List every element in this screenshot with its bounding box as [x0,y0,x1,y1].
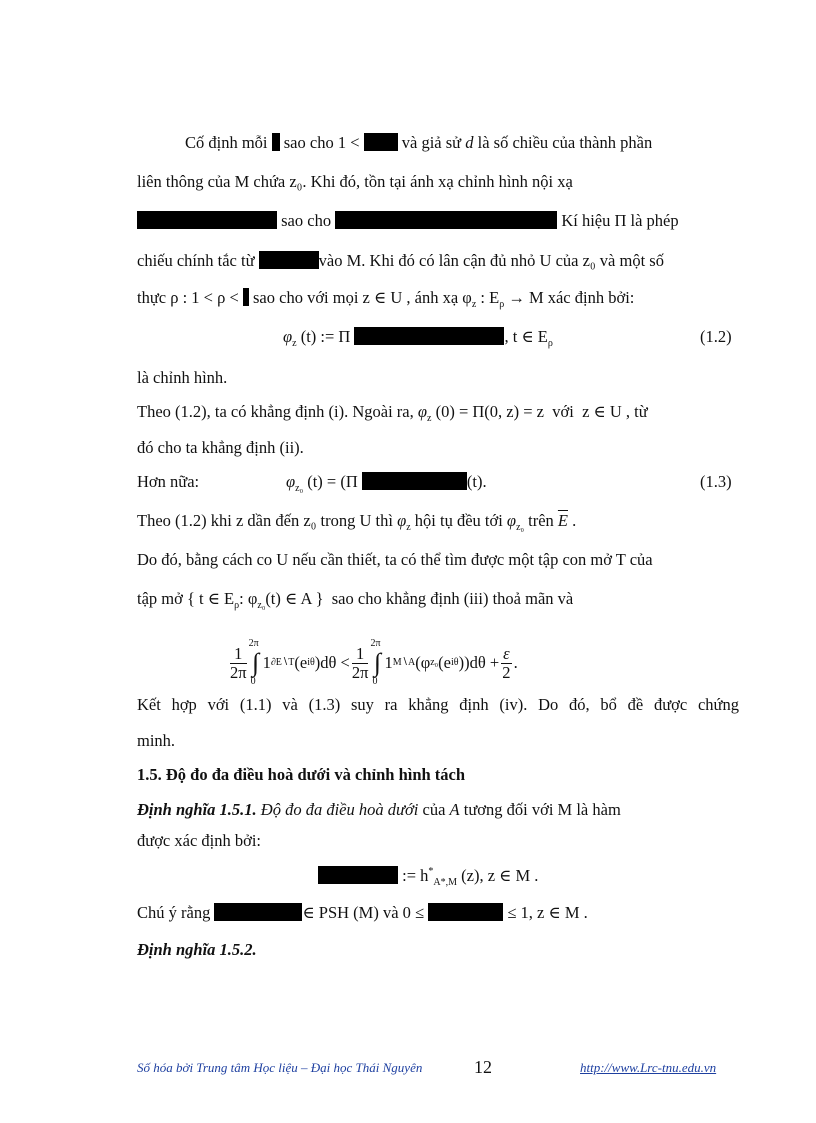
definition-1-5-1: Định nghĩa 1.5.1. Độ đo đa điều hoà dưới của A tương đối với M là hàm [137,800,621,819]
equation-part: , t ∈ E [504,327,548,346]
equation-part: (0) = Π(0, z) = z [435,402,544,421]
redacted-formula [318,866,398,884]
paragraph1-line5: thực ρ : 1 < ρ < sao cho với mọi z ∈ U , ánh xạ $\varphi_z$ : $E_\rho \to M$ xác định bởi: [137,288,635,310]
text-fragment: → M xác định bởi: [508,288,635,307]
definition-line2: được xác định bởi: [137,831,261,850]
text-fragment: Theo (1.2), ta có khẳng định (i). Ngoài ra, [137,402,414,421]
theo-line: Theo (1.2), ta có khẳng định (i). Ngoài ra, $\varphi_z$ (0) = Π(0, z) = z với z ∈ U , từ [137,402,648,424]
do-do-line2: tập mở { t ∈ $E_\rho$: $\varphi_{z_0}(t)$ ∈ A } sao cho khẳng định (iii) thoả mãn và [137,589,574,611]
text-fragment: thực ρ : 1 < ρ < [137,288,239,307]
fraction: $\frac{1}{2\pi}$ [351,643,369,682]
redacted-formula [364,133,398,151]
text-fragment: là số chiều của thành phần [477,133,653,152]
fraction: $\frac{1}{2\pi}$ [230,643,247,682]
equation-part: (t) = (Π [307,472,358,491]
ket-hop-line2: minh. [137,731,176,750]
set-expression: : φ [239,589,258,608]
theo-line-2: Theo (1.2) khi z dần đến z₀ trong U thì $\varphi_z$ hội tụ đều tới $\varphi_{z_0}$ trên $\overline{E}$ . [137,511,577,533]
phi-symbol: φ [283,327,293,346]
text-fragment: sao cho với mọi z ∈ U , ánh xạ φ [253,288,472,307]
paragraph1-line4 [137,251,664,271]
set-expression: (t) ∈ A } [265,589,324,608]
note-line: Chú ý rằng ∈ PSH (M) và 0 ≤ ≤ 1, z ∈ M . [137,903,588,922]
footer-link[interactable]: http://www.Lrc-tnu.edu.vn [580,1060,717,1075]
text-line: liên thông của M chứa z₀. Khi đó, tồn tại ánh xạ chỉnh hình nội xạ [137,172,573,191]
text-line-ii: đó cho ta khẳng định (ii). [137,438,304,457]
equation-relative-measure: := $h^*_{A*,M}$ (z), z ∈ M . [318,862,538,893]
text-fragment: sao cho khẳng định (iii) thoả mãn và [331,589,574,608]
redacted-formula [214,903,302,921]
equation-1-3-label: Hơn nữa: [137,472,200,491]
paragraph1-line1 [185,133,652,153]
redacted-formula [335,211,557,229]
set-expression: { t ∈ E [186,589,235,608]
text-fragment: vào M. Khi đó có lân cận đủ nhỏ U của z₀ và một số [318,251,664,270]
text-fragment: : E [480,288,500,307]
integral-sign: 2π ∫ 0 [370,638,382,687]
text-fragment: với [552,402,574,421]
equation-number-1-3: (1.3) [700,472,732,491]
integral-sign: 2π ∫ 0 [248,638,260,687]
equation-1-2: $\varphi_z$ (t) := Π , t ∈ $E_\rho$ [283,327,553,349]
redacted-formula [354,327,504,345]
redacted-formula [259,251,319,269]
paragraph1-line2 [137,172,739,192]
text-fragment: chiếu chính tắc từ [137,251,255,270]
text-fragment: hội tụ đều tới [414,511,503,530]
paragraph1-line3 [137,211,679,231]
text-fragment: Kí hiệu Π là phép [561,211,679,230]
redacted-formula [243,288,249,306]
text-fragment: Theo (1.2) khi z dần đến z₀ trong U thì [137,511,393,530]
page-number: 12 [474,1057,492,1077]
text-fragment: z ∈ U , từ [582,402,648,421]
section-heading: 1.5. Độ đo đa điều hoà dưới và chỉnh hình tách [137,765,466,784]
text-fragment: sao cho [281,211,332,230]
text-fragment: và giả sử [401,133,462,152]
equation-1-3: $\varphi_{z_0}$ (t) = (Π (t). [286,472,487,494]
definition-label: Định nghĩa 1.5.1. [137,800,257,819]
text-fragment: sao cho 1 < [283,133,360,152]
redacted-formula [362,472,467,490]
indicator: 1 [262,653,271,672]
text-line-chinh-hinh: là chỉnh hình. [137,368,228,387]
phi-symbol: φ [286,472,296,491]
variable-d: d [465,133,474,152]
equation-part: (t). [466,472,487,491]
fraction: $\frac{\varepsilon}{2}$ [502,643,511,682]
indicator: 1 [384,653,393,672]
footer-source: Số hóa bởi Trung tâm Học liệu – Đại học Thái Nguyên [137,1060,423,1075]
ket-hop-line1: Kết hợp với (1.1) và (1.3) suy ra khẳng định (iv). Do đó, bổ đề được chứng [137,695,739,714]
equation-part: (t) := Π [300,327,351,346]
redacted-formula [137,211,277,229]
definition-term: Độ đo đa điều hoà dưới [260,800,419,819]
text-fragment: Cố định mỗi [185,133,268,152]
redacted-formula [428,903,503,921]
definition-1-5-2: Định nghĩa 1.5.2. [137,940,257,959]
do-do-line1 [137,550,739,570]
text-line: Do đó, bằng cách co U nếu cần thiết, ta có thể tìm được một tập con mở T của [137,550,653,569]
redacted-formula [272,133,280,151]
integral-inequality: $\frac{1}{2\pi}$ 2π ∫ 0 1 ∂E∖T (e iθ )dθ < $\frac{1}{2\pi}$ 2π ∫ 0 1 M∖A (φ z₀ (e iθ ))dθ + $\frac{\varepsilon}{2}$ . [230,638,518,687]
phi-symbol: φ [417,402,428,421]
text-fragment: tập mở [137,589,183,608]
equation-number-1-2: (1.2) [700,327,732,346]
text-fragment: trên [528,511,554,530]
